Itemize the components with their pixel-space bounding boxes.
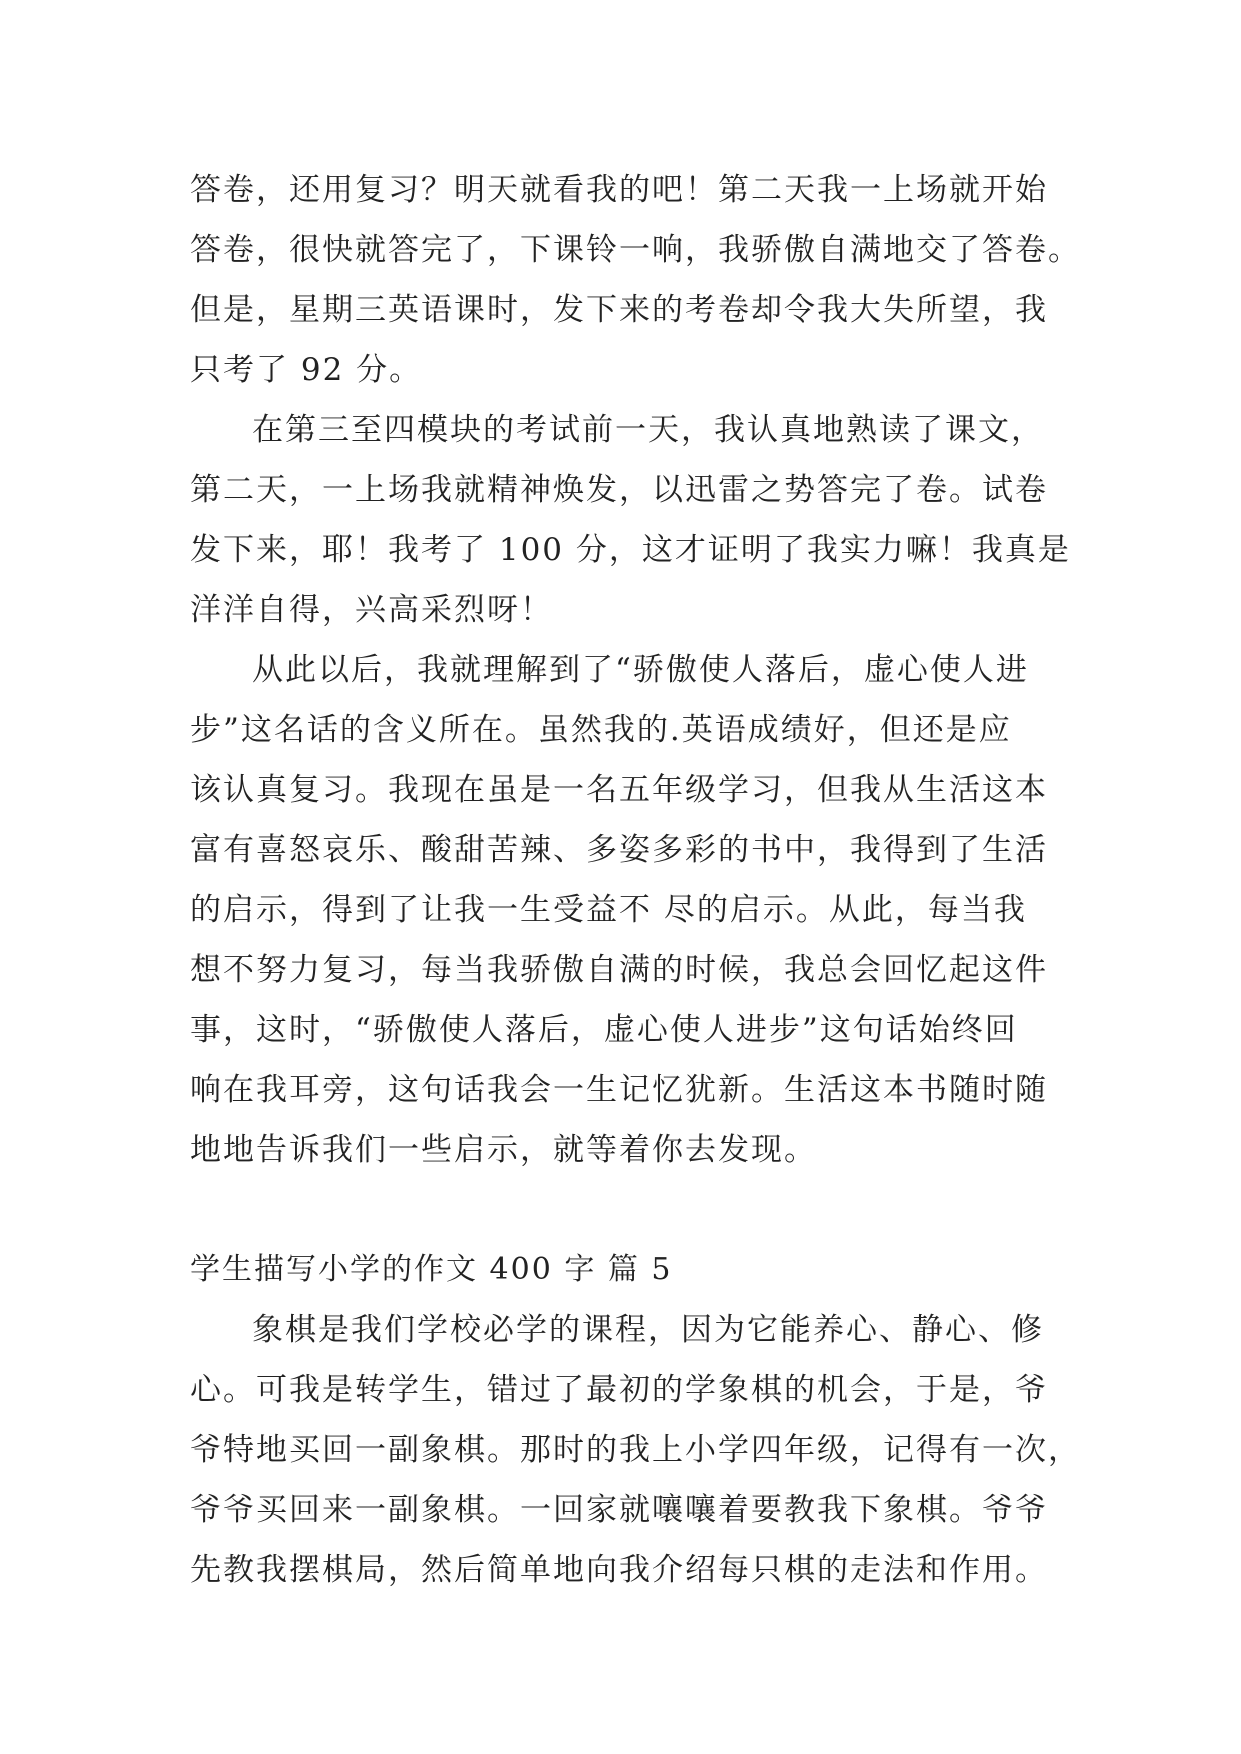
text-line: 富有喜怒哀乐、酸甜苦辣、多姿多彩的书中，我得到了生活: [190, 832, 1048, 868]
text-line: 地地告诉我们一些启示，就等着你去发现。: [190, 1132, 817, 1168]
text-line: 爷爷买回来一副象棋。一回家就嚷嚷着要教我下象棋。爷爷: [190, 1492, 1048, 1528]
text-line: 洋洋自得，兴高采烈呀！: [190, 592, 553, 628]
text-line: 先教我摆棋局，然后简单地向我介绍每只棋的走法和作用。: [190, 1552, 1048, 1588]
text-line: 答卷，还用复习？明天就看我的吧！第二天我一上场就开始: [190, 172, 1048, 208]
paragraph-4: [190, 1300, 1080, 1600]
text-line: 步”这名话的含义所在。虽然我的.英语成绩好，但还是应: [190, 712, 1012, 748]
text-line: 发下来，耶！我考了 100 分，这才证明了我实力嘛！我真是: [190, 532, 1071, 568]
text-line: 从此以后，我就理解到了“骄傲使人落后，虚心使人进: [252, 652, 1029, 688]
document-body: [190, 160, 1080, 1600]
section-heading: 学生描写小学的作文 400 字 篇 5: [190, 1252, 673, 1287]
paragraph-3: [190, 640, 1080, 1180]
text-line: 答卷，很快就答完了，下课铃一响，我骄傲自满地交了答卷。: [190, 232, 1081, 268]
text-line: 的启示，得到了让我一生受益不 尽的启示。从此，每当我: [190, 892, 1027, 928]
text-line: 心。可我是转学生，错过了最初的学象棋的机会，于是，爷: [190, 1372, 1048, 1408]
text-line: 只考了 92 分。: [190, 352, 423, 388]
text-line: 想不努力复习，每当我骄傲自满的时候，我总会回忆起这件: [190, 952, 1048, 988]
text-line: 但是，星期三英语课时，发下来的考卷却令我大失所望，我: [190, 292, 1048, 328]
paragraph-2: [190, 400, 1080, 640]
text-line: 第二天，一上场我就精神焕发，以迅雷之势答完了卷。试卷: [190, 472, 1048, 508]
text-line: 爷特地买回一副象棋。那时的我上小学四年级，记得有一次，: [190, 1432, 1081, 1468]
paragraph-1: [190, 160, 1080, 400]
text-line: 该认真复习。我现在虽是一名五年级学习，但我从生活这本: [190, 772, 1048, 808]
text-line: 在第三至四模块的考试前一天，我认真地熟读了课文，: [252, 412, 1044, 448]
text-line: 事，这时，“骄傲使人落后，虚心使人进步”这句话始终回: [190, 1012, 1018, 1048]
text-line: 响在我耳旁，这句话我会一生记忆犹新。生活这本书随时随: [190, 1072, 1048, 1108]
text-line: 象棋是我们学校必学的课程，因为它能养心、静心、修: [252, 1312, 1044, 1348]
